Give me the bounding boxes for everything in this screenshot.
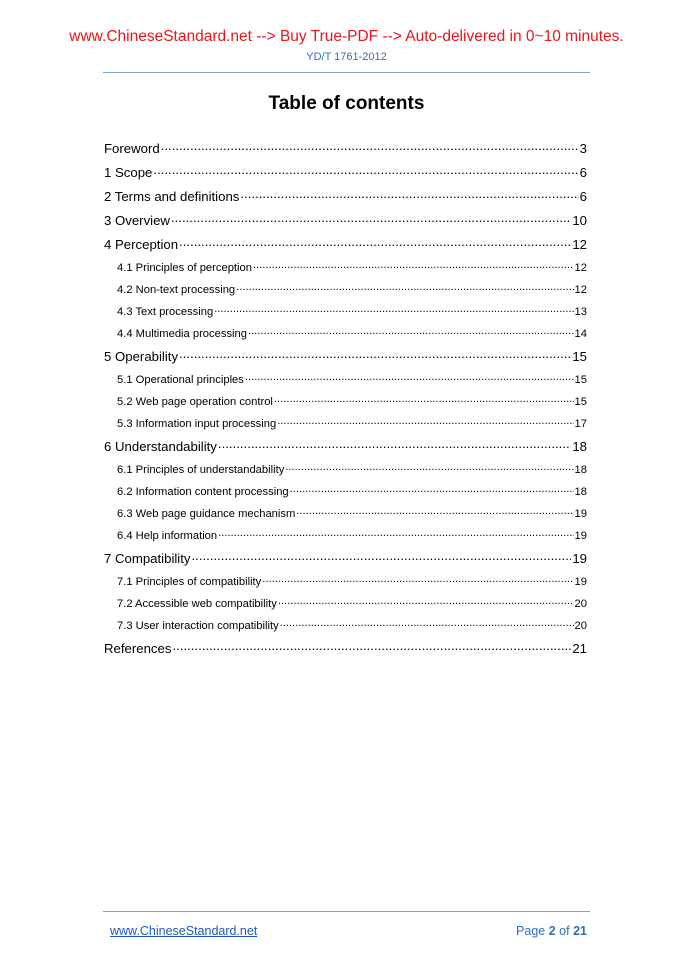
toc-entry-title: 4 Perception xyxy=(104,237,179,253)
toc-entry[interactable] xyxy=(104,550,587,566)
toc-entry-title: 5 Operability xyxy=(104,349,179,365)
toc-entry-page: 19 xyxy=(572,551,587,567)
toc-entry-page: 15 xyxy=(574,374,587,387)
footer-divider xyxy=(103,911,590,912)
toc-entry-title: 4.2 Non-text processing xyxy=(117,284,236,297)
toc-entry-title: 6.2 Information content processing xyxy=(117,486,289,499)
toc-entry-title: 3 Overview xyxy=(104,213,170,229)
toc-entry-title: 4.4 Multimedia processing xyxy=(117,328,247,341)
toc-entry[interactable] xyxy=(104,596,587,610)
toc-entry[interactable] xyxy=(104,304,587,318)
toc-entry-title: Foreword xyxy=(104,141,160,157)
toc-entry-title: 6.1 Principles of understandability xyxy=(117,464,285,477)
toc-entry-page: 6 xyxy=(579,189,587,205)
toc-entry-page: 15 xyxy=(572,349,587,365)
toc-entry-page: 14 xyxy=(574,328,587,341)
toc-entry[interactable] xyxy=(104,236,587,252)
toc-entry-page: 17 xyxy=(574,418,587,431)
toc-dot-leader xyxy=(262,574,573,585)
toc-dot-leader xyxy=(172,640,571,653)
toc-entry[interactable] xyxy=(104,618,587,632)
toc-dot-leader xyxy=(296,506,573,517)
page-total: 21 xyxy=(573,924,587,938)
toc-entry-page: 12 xyxy=(574,262,587,275)
toc-entry-page: 20 xyxy=(574,598,587,611)
promo-banner-link[interactable]: www.ChineseStandard.net --> Buy True-PDF --> Auto-delivered in 0~10 minutes. xyxy=(69,28,624,45)
toc-entry-title: 6 Understandability xyxy=(104,439,217,455)
page-indicator xyxy=(516,924,587,938)
toc-entry-page: 20 xyxy=(574,620,587,633)
toc-entry[interactable] xyxy=(104,326,587,340)
toc-entry-title: 7.3 User interaction compatibility xyxy=(117,620,279,633)
toc-entry-page: 19 xyxy=(574,530,587,543)
toc-entry-page: 19 xyxy=(574,508,587,521)
footer-site-link[interactable]: www.ChineseStandard.net xyxy=(110,924,258,938)
toc-dot-leader xyxy=(236,282,573,293)
toc-entry-page: 12 xyxy=(574,284,587,297)
toc-entry[interactable] xyxy=(104,484,587,498)
toc-entry-page: 15 xyxy=(574,396,587,409)
toc-entry[interactable] xyxy=(104,188,587,204)
toc-entry[interactable] xyxy=(104,372,587,386)
page-current: 2 xyxy=(548,924,556,938)
toc-entry[interactable] xyxy=(104,438,587,454)
toc-dot-leader xyxy=(290,484,574,495)
toc-dot-leader xyxy=(277,416,573,427)
page-title: Table of contents xyxy=(268,93,425,114)
toc-entry[interactable] xyxy=(104,212,587,228)
toc-dot-leader xyxy=(214,304,573,315)
toc-dot-leader xyxy=(285,462,573,473)
toc-entry-page: 3 xyxy=(579,141,587,157)
toc-dot-leader xyxy=(161,140,579,153)
toc-entry[interactable] xyxy=(104,140,587,156)
toc-entry-page: 18 xyxy=(574,464,587,477)
toc-entry[interactable] xyxy=(104,416,587,430)
toc-dot-leader xyxy=(253,260,574,271)
toc-entry[interactable] xyxy=(104,528,587,542)
toc-entry[interactable] xyxy=(104,394,587,408)
toc-entry-title: 1 Scope xyxy=(104,165,153,181)
header-divider xyxy=(103,72,590,73)
toc-dot-leader xyxy=(245,372,574,383)
toc-entry-title: 5.3 Information input processing xyxy=(117,418,277,431)
toc-dot-leader xyxy=(240,188,578,201)
toc-entry[interactable] xyxy=(104,164,587,180)
toc-entry-page: 21 xyxy=(572,641,587,657)
toc-entry-title: 5.2 Web page operation control xyxy=(117,396,273,409)
page-label: Page xyxy=(516,924,546,938)
document-id: YD/T 1761-2012 xyxy=(306,51,387,63)
toc-dot-leader xyxy=(153,164,578,177)
toc-dot-leader xyxy=(192,550,572,563)
toc-dot-leader xyxy=(179,348,571,361)
toc-entry[interactable] xyxy=(104,282,587,296)
toc-dot-leader xyxy=(278,596,574,607)
toc-entry[interactable] xyxy=(104,462,587,476)
toc-entry-page: 10 xyxy=(572,213,587,229)
toc-dot-leader xyxy=(218,528,573,539)
toc-entry-page: 12 xyxy=(572,237,587,253)
toc-entry-page: 19 xyxy=(574,576,587,589)
toc-entry-page: 6 xyxy=(579,165,587,181)
toc-dot-leader xyxy=(179,236,571,249)
toc-entry-title: 4.1 Principles of perception xyxy=(117,262,252,275)
toc-dot-leader xyxy=(248,326,574,337)
toc-entry[interactable] xyxy=(104,348,587,364)
toc-entry-page: 18 xyxy=(572,439,587,455)
toc-dot-leader xyxy=(280,618,574,629)
toc-entry[interactable] xyxy=(104,574,587,588)
toc-dot-leader xyxy=(171,212,571,225)
toc-entry-title: 6.3 Web page guidance mechanism xyxy=(117,508,296,521)
toc-entry-title: 4.3 Text processing xyxy=(117,306,214,319)
page-of: of xyxy=(559,924,570,938)
toc-entry-title: 7 Compatibility xyxy=(104,551,191,567)
toc-entry-title: 7.2 Accessible web compatibility xyxy=(117,598,277,611)
toc-entry[interactable] xyxy=(104,260,587,274)
toc-entry-title: References xyxy=(104,641,172,657)
toc-dot-leader xyxy=(274,394,574,405)
toc-entry-title: 6.4 Help information xyxy=(117,530,218,543)
toc-dot-leader xyxy=(218,438,571,451)
toc-entry-title: 5.1 Operational principles xyxy=(117,374,244,387)
toc-entry-title: 2 Terms and definitions xyxy=(104,189,240,205)
toc-entry[interactable] xyxy=(104,640,587,656)
toc-entry-title: 7.1 Principles of compatibility xyxy=(117,576,262,589)
toc-entry-page: 18 xyxy=(574,486,587,499)
toc-entry-page: 13 xyxy=(574,306,587,319)
toc-entry[interactable] xyxy=(104,506,587,520)
